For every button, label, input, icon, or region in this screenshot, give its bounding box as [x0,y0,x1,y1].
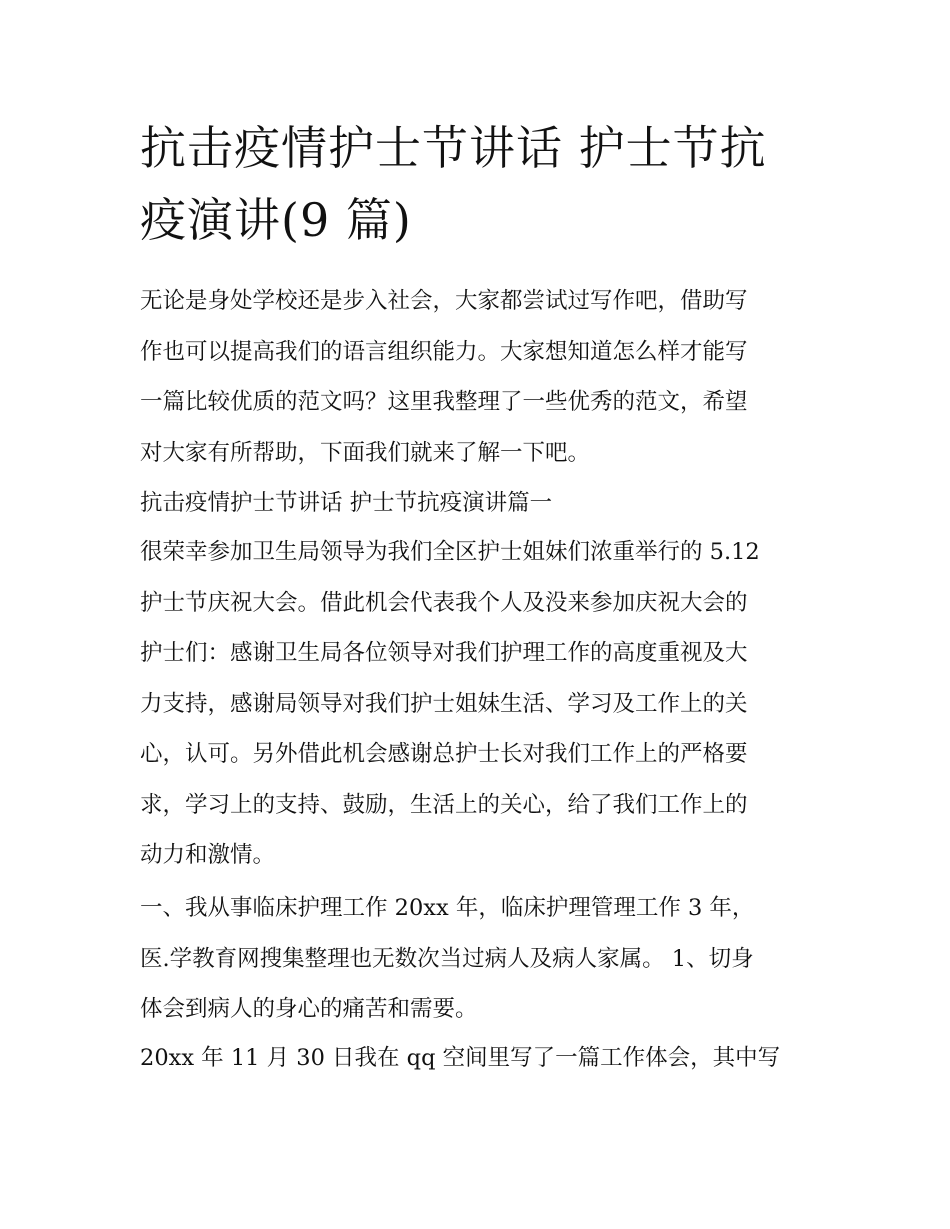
speech-line: 护士们：感谢卫生局各位领导对我们护理工作的高度重视及大 [140,640,748,666]
intro-line: 对大家有所帮助，下面我们就来了解一下吧。 [140,439,591,466]
speech-line: 护士节庆祝大会。借此机会代表我个人及没来参加庆祝大会的 [140,589,748,616]
point-line: 医.学教育网搜集整理也无数次当过病人及病人家属。 1、切身 [140,945,754,972]
title-line: 抗击疫情护士节讲话 护士节抗 [140,121,767,175]
point-line: 体会到病人的身心的痛苦和需要。 [140,996,478,1022]
speech-line: 心，认可。另外借此机会感谢总护士长对我们工作上的严格要 [140,741,748,767]
section-heading-text: 抗击疫情护士节讲话 护士节抗疫演讲篇一 [140,490,553,516]
speech-paragraph [140,527,812,881]
closing-line: 20xx 年 11 月 30 日我在 qq 空间里写了一篇工作体会，其中写 [140,1045,781,1071]
section-heading [140,478,812,529]
point-paragraph [140,883,812,1035]
speech-line: 力支持，感谢局领导对我们护士姐妹生活、学习及工作上的关 [140,690,748,717]
speech-line: 动力和激情。 [140,842,276,868]
intro-line: 作也可以提高我们的语言组织能力。大家想知道怎么样才能写 [140,338,748,365]
speech-line: 很荣幸参加卫生局领导为我们全区护士姐妹们浓重举行的 5.12 [140,539,760,565]
document-title [140,112,812,256]
speech-line: 求，学习上的支持、鼓励，生活上的关心，给了我们工作上的 [140,791,748,818]
intro-line: 无论是身处学校还是步入社会，大家都尝试过写作吧，借助写 [140,288,748,314]
intro-paragraph [140,276,812,478]
title-line: 疫演讲(9 篇) [140,193,412,247]
intro-line: 一篇比较优质的范文吗？这里我整理了一些优秀的范文，希望 [140,389,748,415]
point-line: 一、我从事临床护理工作 20xx 年，临床护理管理工作 3 年， [140,895,755,921]
closing-paragraph [140,1033,812,1084]
